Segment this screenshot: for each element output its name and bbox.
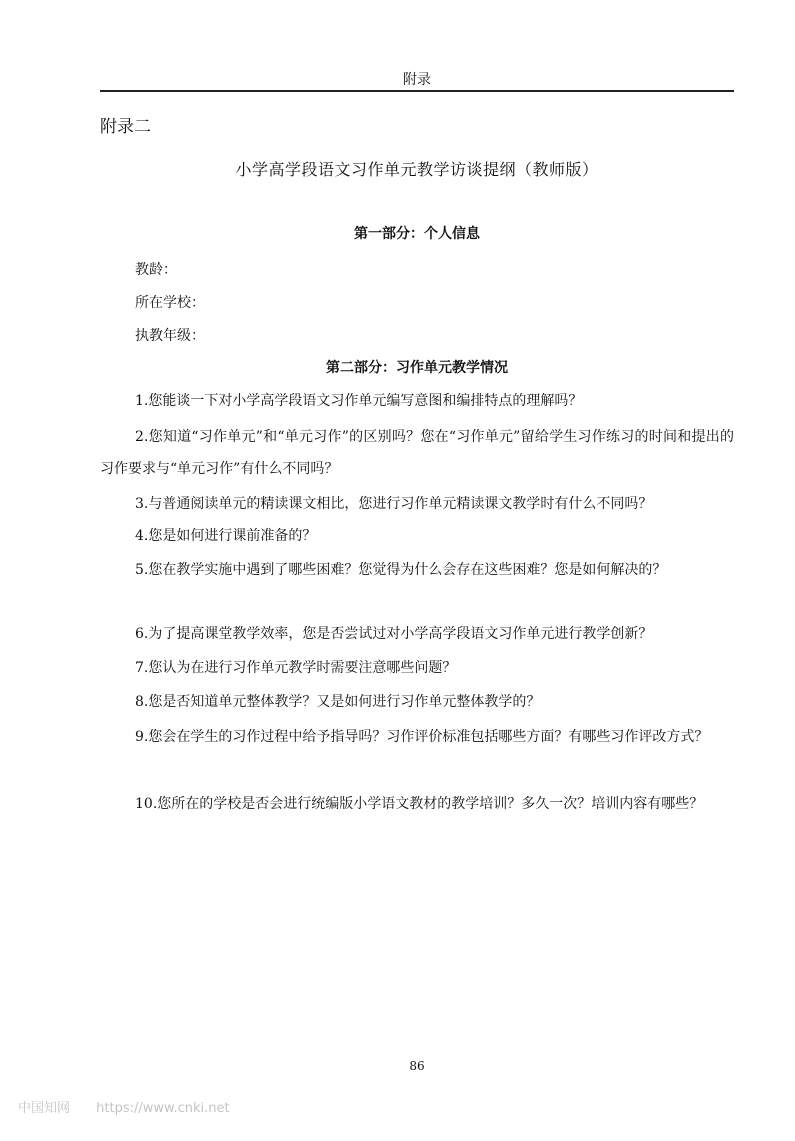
question-item: 2.您知道“习作单元”和“单元习作”的区别吗？您在“习作单元”留给学生习作练习的时间和提出的习作要求与“单元习作”有什么不同吗？ [100, 429, 734, 477]
question-item: 9.您会在学生的习作过程中给予指导吗？习作评价标准包括哪些方面？有哪些习作评改方式？ [135, 729, 709, 745]
running-header: 附录 [403, 72, 431, 88]
source-watermark [18, 1100, 230, 1118]
field-school: 所在学校： [135, 295, 205, 311]
watermark-brand: 中国知网 [18, 1101, 71, 1116]
page-number: 86 [409, 1059, 425, 1073]
document-title: 小学高学段语文习作单元教学访谈提纲（教师版） [235, 160, 599, 179]
field-grade: 执教年级： [135, 328, 205, 344]
section-heading-personal-info: 第一部分：个人信息 [354, 226, 480, 242]
section-heading-teaching-situation: 第二部分：习作单元教学情况 [326, 360, 508, 376]
question-item: 6.为了提高课堂教学效率，您是否尝试过对小学高学段语文习作单元进行教学创新？ [135, 626, 653, 642]
question-item: 5.您在教学实施中遇到了哪些困难？您觉得为什么会存在这些困难？您是如何解决的？ [135, 562, 667, 578]
question-item: 8.您是否知道单元整体教学？又是如何进行习作单元整体教学的？ [135, 694, 541, 710]
appendix-label: 附录二 [100, 117, 151, 137]
question-item: 7.您认为在进行习作单元教学时需要注意哪些问题？ [135, 660, 457, 676]
question-item: 3.与普通阅读单元的精读课文相比，您进行习作单元精读课文教学时有什么不同吗？ [135, 496, 653, 512]
question-item: 1.您能谈一下对小学高学段语文习作单元编写意图和编排特点的理解吗？ [135, 393, 583, 409]
question-item: 4.您是如何进行课前准备的？ [135, 528, 317, 544]
watermark-url: https://www.cnki.net [96, 1101, 230, 1116]
question-item: 10.您所在的学校是否会进行统编版小学语文教材的教学培训？多久一次？培训内容有哪些？ [135, 796, 704, 812]
field-teaching-years: 教龄： [135, 262, 177, 278]
header-divider [100, 90, 734, 92]
